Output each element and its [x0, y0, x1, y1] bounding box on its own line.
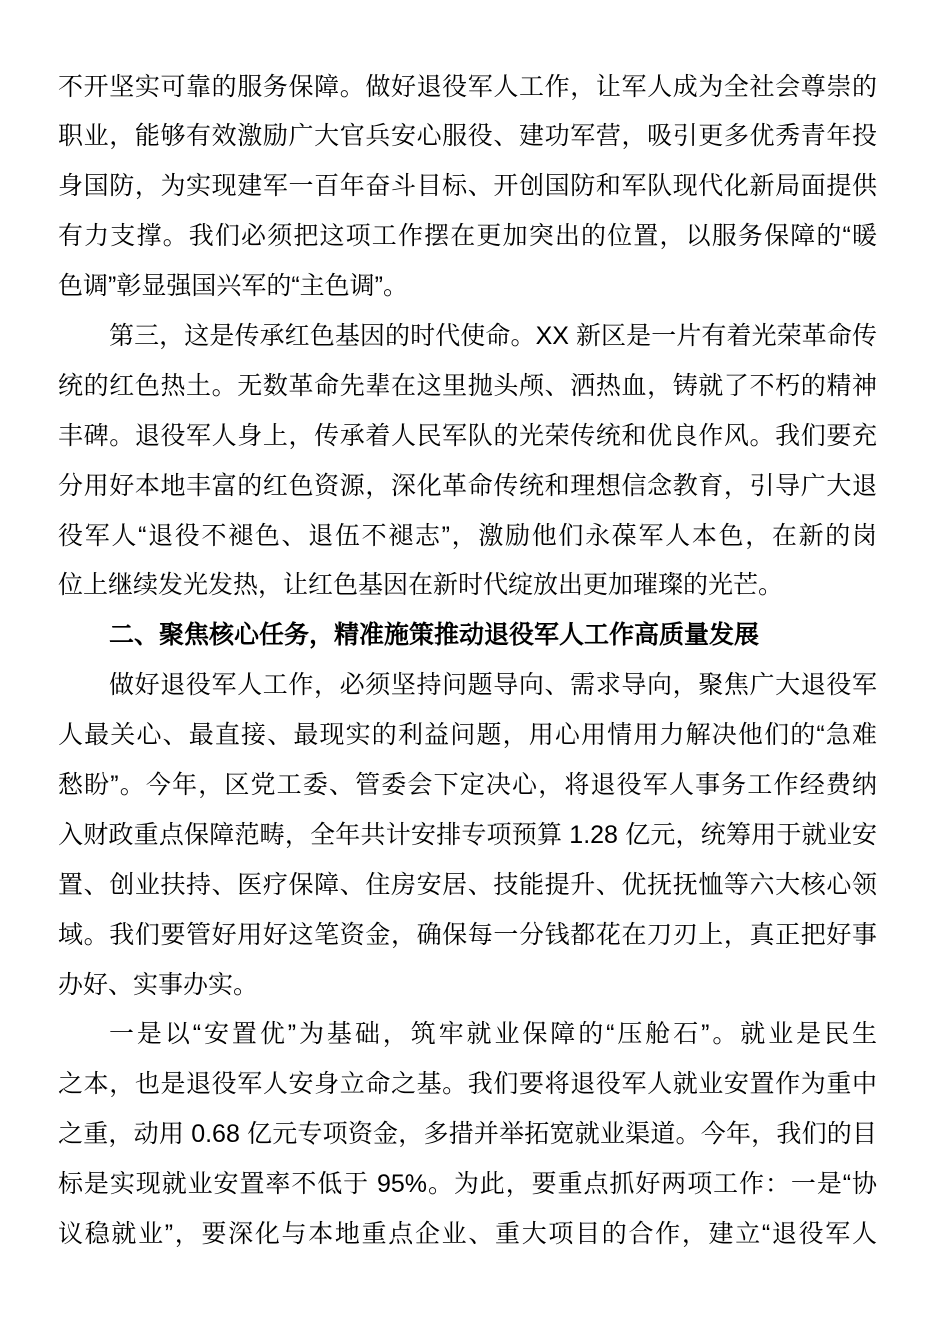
- text-line: 议稳就业”，要深化与本地重点企业、重大项目的合作，建立“退役军人: [58, 1219, 877, 1248]
- text-line: 愁盼”。今年，区党工委、管委会下定决心，将退役军人事务工作经费纳: [58, 770, 877, 799]
- text-line: 人最关心、最直接、最现实的利益问题，用心用情用力解决他们的“急难: [58, 721, 877, 750]
- text-line: 分用好本地丰富的红色资源，深化革命传统和理想信念教育，引导广大退: [58, 471, 877, 500]
- section-heading-line: 二、聚焦核心任务，精准施策推动退役军人工作高质量发展: [109, 621, 760, 650]
- text-line: 职业，能够有效激励广大官兵安心服役、建功军营，吸引更多优秀青年投: [58, 122, 877, 151]
- text-line: 一是以“安置优”为基础，筑牢就业保障的“压舱石”。就业是民生: [109, 1020, 877, 1049]
- text-line: 身国防，为实现建军一百年奋斗目标、开创国防和军队现代化新局面提供: [58, 172, 877, 201]
- text-line: 有力支撑。我们必须把这项工作摆在更加突出的位置，以服务保障的“暖: [58, 222, 877, 251]
- text-line: 做好退役军人工作，必须坚持问题导向、需求导向，聚焦广大退役军: [109, 671, 877, 700]
- text-line: 办好、实事办实。: [58, 970, 259, 999]
- text-line: 之本，也是退役军人安身立命之基。我们要将退役军人就业安置作为重中: [58, 1070, 877, 1099]
- text-line: 置、创业扶持、医疗保障、住房安居、技能提升、优抚抚恤等六大核心领: [58, 870, 877, 899]
- text-line: 丰碑。退役军人身上，传承着人民军队的光荣传统和优良作风。我们要充: [58, 421, 877, 450]
- text-line: 之重，动用 0.68 亿元专项资金，多措并举拓宽就业渠道。今年，我们的目: [58, 1120, 877, 1149]
- text-line: 域。我们要管好用好这笔资金，确保每一分钱都花在刀刃上，真正把好事: [58, 920, 877, 949]
- para-red-gene-mission: [58, 312, 877, 611]
- text-line: 位上继续发光发热，让红色基因在新时代绽放出更加璀璨的光芒。: [58, 571, 784, 600]
- para-core-tasks-budget: [58, 661, 877, 1010]
- text-line: 统的红色热土。无数革命先辈在这里抛头颅、洒热血，铸就了不朽的精神: [58, 371, 877, 400]
- text-line: 标是实现就业安置率不低于 95%。为此，要重点抓好两项工作：一是“协: [58, 1170, 877, 1199]
- text-line: 役军人“退役不褪色、退伍不褪志”，激励他们永葆军人本色，在新的岗: [58, 521, 877, 550]
- para-service-guarantee-continuation: [58, 63, 877, 312]
- text-line: 色调”彰显强国兴军的“主色调”。: [58, 272, 408, 301]
- text-line: 第三，这是传承红色基因的时代使命。XX 新区是一片有着光荣革命传: [109, 321, 877, 350]
- heading-section-two: [58, 611, 877, 661]
- text-line: 不开坚实可靠的服务保障。做好退役军人工作，让军人成为全社会尊崇的: [58, 72, 877, 101]
- text-line: 入财政重点保障范畴，全年共计安排专项预算 1.28 亿元，统筹用于就业安: [58, 820, 877, 849]
- para-employment-placement: [58, 1010, 877, 1259]
